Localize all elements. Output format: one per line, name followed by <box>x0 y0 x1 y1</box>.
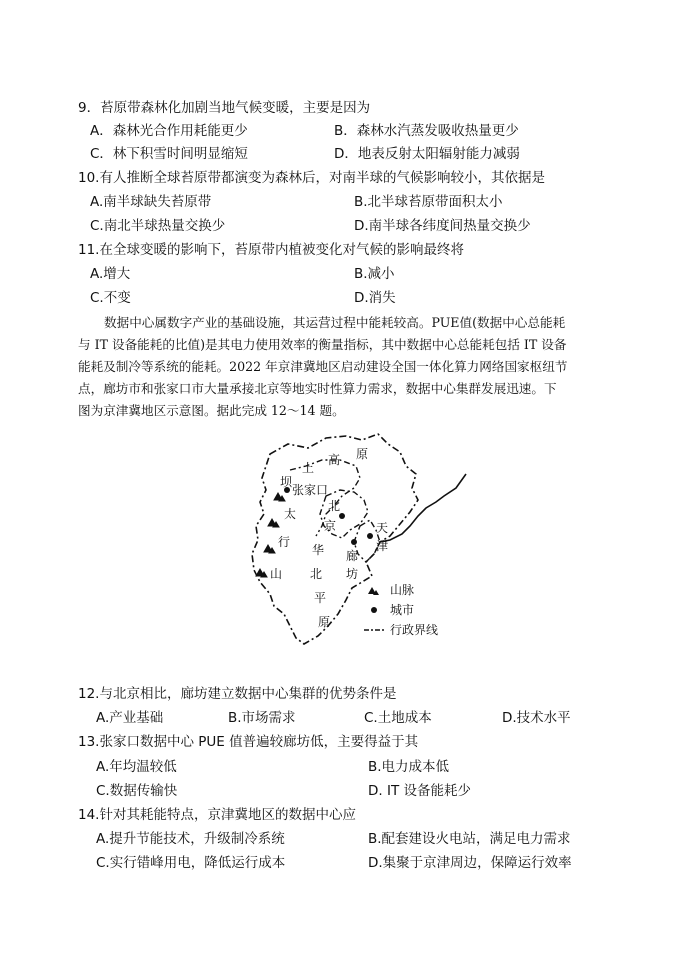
label-yuan-1: 原 <box>356 447 369 461</box>
map-legend <box>364 583 438 637</box>
label-bei-1: 北 <box>328 499 341 513</box>
passage-line: 点，廊坊市和张家口市大量承接北京等地实时性算力需求，数据中心集群发展迅速。下 <box>78 381 557 396</box>
question-9-option-d[interactable]: D．地表反射太阳辐射能力减弱 <box>334 146 520 162</box>
label-shang: 上 <box>302 461 315 475</box>
passage-line: 图为京津冀地区示意图。据此完成 12～14 题。 <box>78 403 345 418</box>
question-11-option-c[interactable]: C.不变 <box>90 290 131 306</box>
question-11-stem: 11.在全球变暖的影响下，苔原带内植被变化对气候的影响最终将 <box>78 242 464 258</box>
passage-line: 能耗及制冷等系统的能耗。2022 年京津冀地区启动建设全国一体化算力网络国家枢纽节 <box>78 359 568 374</box>
question-14-stem: 14.针对其耗能特点，京津冀地区的数据中心应 <box>78 807 356 823</box>
question-10-option-d[interactable]: D.南半球各纬度间热量交换少 <box>354 218 531 234</box>
legend-mountain-label: 山脉 <box>390 583 415 597</box>
label-jin: 津 <box>376 539 389 553</box>
label-hua: 华 <box>312 543 325 557</box>
label-jing: 京 <box>324 519 337 533</box>
question-11-option-b[interactable]: B.减小 <box>354 266 395 282</box>
question-9-option-b[interactable]: B．森林水汽蒸发吸收热量更少 <box>334 123 519 139</box>
question-10-stem: 10.有人推断全球苔原带都演变为森林后，对南半球的气候影响较小，其依据是 <box>78 170 545 186</box>
label-tian: 天 <box>376 521 389 535</box>
jingjinji-map <box>230 430 470 655</box>
passage <box>78 312 614 422</box>
question-13-option-d[interactable]: D. IT 设备能耗少 <box>368 783 471 799</box>
question-12-option-a[interactable]: A.产业基础 <box>96 710 164 726</box>
label-zhangjiakou: 张家口 <box>292 483 329 497</box>
question-12-option-b[interactable]: B.市场需求 <box>228 710 296 726</box>
question-12-option-d[interactable]: D.技术水平 <box>502 710 571 726</box>
legend-city-label: 城市 <box>390 603 415 617</box>
label-gao: 高 <box>328 453 341 467</box>
question-12-stem: 12.与北京相比，廊坊建立数据中心集群的优势条件是 <box>78 686 397 702</box>
question-13-option-c[interactable]: C.数据传输快 <box>96 783 178 799</box>
legend-city-icon <box>371 607 377 613</box>
label-lang: 廊 <box>346 549 359 563</box>
question-13-option-b[interactable]: B.电力成本低 <box>368 759 450 775</box>
question-9-option-a[interactable]: A．森林光合作用耗能更少 <box>90 123 248 139</box>
question-9-stem: 9．苔原带森林化加剧当地气候变暖，主要是因为 <box>78 100 371 116</box>
label-fang: 坊 <box>346 567 359 581</box>
question-11-option-d[interactable]: D.消失 <box>354 290 396 306</box>
label-shan: 山 <box>270 567 283 581</box>
legend-mountain-icon <box>368 587 379 595</box>
label-xing: 行 <box>278 535 291 549</box>
legend-boundary-label: 行政界线 <box>390 623 439 637</box>
label-ping: 平 <box>314 591 327 605</box>
city-marker-beijing <box>339 513 345 519</box>
passage-line: 与 IT 设备能耗的比值)是其电力使用效率的衡量指标，其中数据中心总能耗包括 IT 设备 <box>78 337 567 352</box>
question-10-option-b[interactable]: B.北半球苔原带面积太小 <box>354 194 503 210</box>
question-13-stem: 13.张家口数据中心 PUE 值普遍较廊坊低，主要得益于其 <box>78 734 419 750</box>
question-9-option-c[interactable]: C．林下积雪时间明显缩短 <box>90 146 248 162</box>
question-14-option-d[interactable]: D.集聚于京津周边，保障运行效率 <box>368 855 572 871</box>
question-12-option-c[interactable]: C.土地成本 <box>364 710 432 726</box>
question-10-option-c[interactable]: C.南北半球热量交换少 <box>90 218 226 234</box>
label-ba: 坝 <box>280 475 293 489</box>
question-14-option-c[interactable]: C.实行错峰用电，降低运行成本 <box>96 855 286 871</box>
question-14-option-a[interactable]: A.提升节能技术，升级制冷系统 <box>96 831 285 847</box>
question-13-option-a[interactable]: A.年均温较低 <box>96 759 177 775</box>
label-yuan-2: 原 <box>318 615 331 629</box>
question-11-option-a[interactable]: A.增大 <box>90 266 131 282</box>
label-tai: 太 <box>284 507 297 521</box>
passage-line: 数据中心属数字产业的基础设施，其运营过程中能耗较高。PUE值(数据中心总能耗 <box>104 315 566 330</box>
question-10-option-a[interactable]: A.南半球缺失苔原带 <box>90 194 212 210</box>
city-marker-langfang <box>351 539 357 545</box>
label-bei-2: 北 <box>310 567 323 581</box>
city-marker-tianjin <box>367 533 373 539</box>
question-14-option-b[interactable]: B.配套建设火电站，满足电力需求 <box>368 831 571 847</box>
